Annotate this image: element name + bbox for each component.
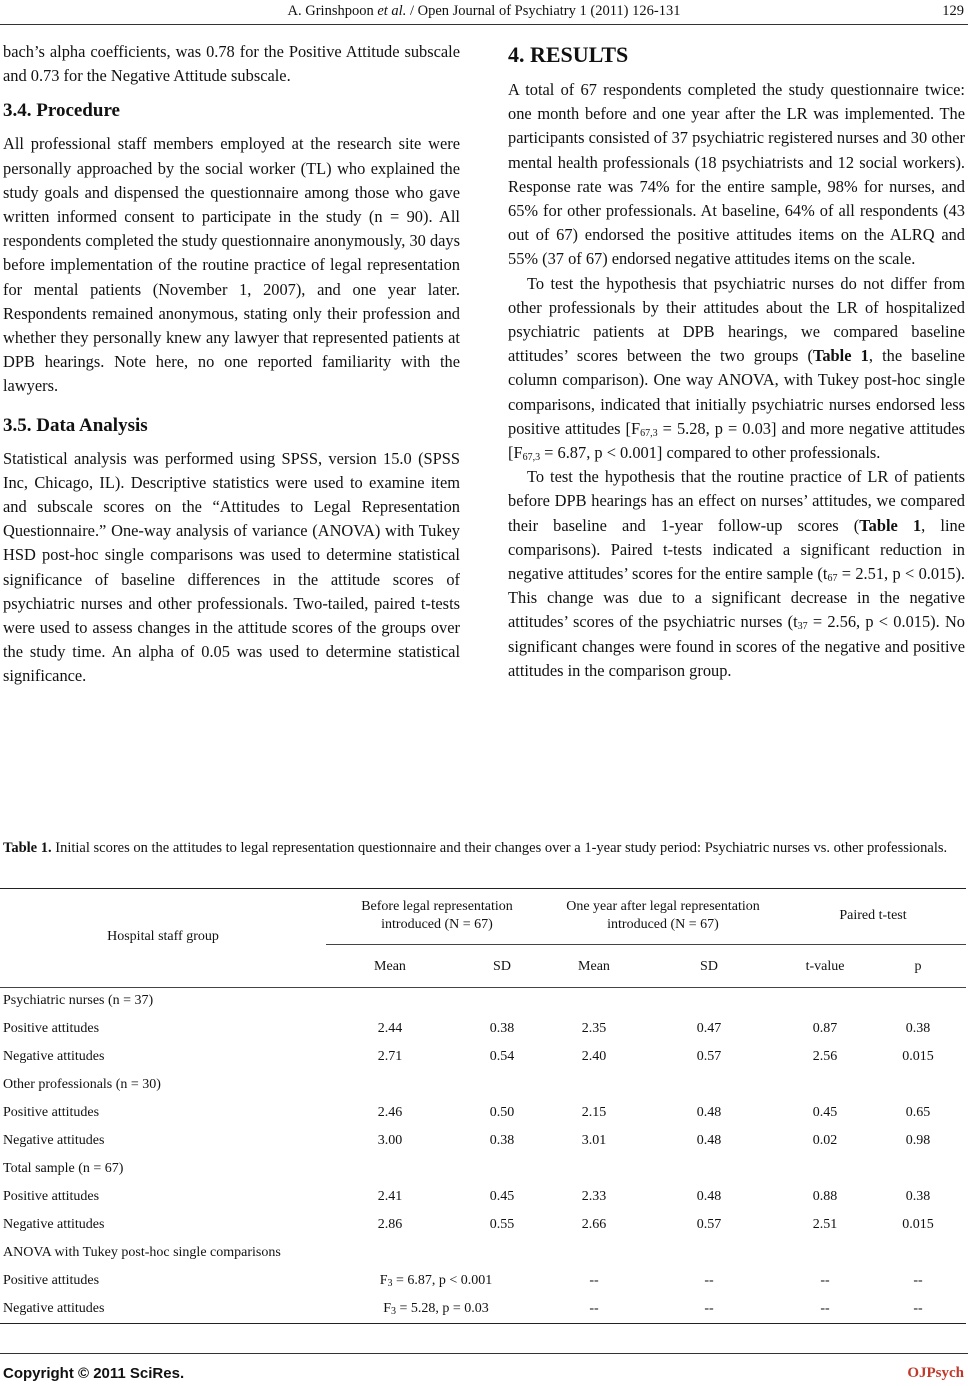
table-row [0, 1160, 966, 1188]
cell-t-value: 2.51 [812, 1217, 838, 1232]
heading-results: 4. RESULTS [508, 42, 629, 67]
row-label: Other professionals (n = 30) [3, 1077, 161, 1092]
cell-mean-after: -- [589, 1301, 599, 1316]
header-sd-after: SD [700, 959, 718, 974]
cell-sd-after: 0.48 [696, 1189, 722, 1204]
cell-t-value: 0.88 [812, 1189, 838, 1204]
header-divider [0, 24, 968, 25]
cell-sd-before: 0.50 [489, 1105, 515, 1120]
running-head [0, 0, 968, 22]
table-bottom-rule [0, 1323, 966, 1324]
cell-t-value: -- [820, 1301, 830, 1316]
table-row [0, 1244, 966, 1272]
cell-mean-before: 2.41 [377, 1189, 403, 1204]
cell-p: 0.65 [905, 1105, 931, 1120]
table-row [0, 1048, 966, 1076]
table-reference[interactable]: Table 1 [812, 346, 869, 366]
cell-p: -- [913, 1273, 923, 1288]
cell-mean-after: 2.33 [581, 1189, 607, 1204]
running-head-etal: et al. [377, 3, 407, 19]
table-row [0, 1132, 966, 1160]
heading-procedure: 3.4. Procedure [3, 100, 120, 122]
cell-mean-after: -- [589, 1273, 599, 1288]
cell-sd-after: 0.47 [696, 1021, 722, 1036]
cell-p: 0.98 [905, 1133, 931, 1148]
table-row [0, 1076, 966, 1104]
cell-mean-after: 2.40 [581, 1049, 607, 1064]
cell-mean-before: 2.44 [377, 1021, 403, 1036]
header-mean-after: Mean [578, 959, 610, 974]
cell-p: 0.015 [902, 1049, 934, 1064]
header-t-value: t-value [805, 959, 845, 974]
paragraph-results-baseline: To test the hypothesis that psychiatric nurses do not differ from other professionals by their attitudes about the LR of hospitalized psychiatric patients at DPB hearings, we compared baseline attitudes’ scores between the two groups (Table 1, the baseline column comparison). One way ANOVA, with Tukey post-hoc single comparisons, indicated that initially psychiatric nurses endorsed less positive attitudes [$F_{67,3} = 5.28$, p = 0.03] and more negative attitudes [$F_{67,3} = 6.87$, p < 0.001] compared to other professionals. [508, 273, 965, 464]
running-head-title [0, 0, 968, 22]
table-row [0, 1020, 966, 1048]
cell-mean-after: 2.35 [581, 1021, 607, 1036]
header-hospital-staff-group: Hospital staff group [107, 929, 219, 944]
cell-sd-after: 0.57 [696, 1217, 722, 1232]
header-sd-before: SD [493, 959, 511, 974]
table-caption-label: Table 1. [3, 840, 52, 856]
cell-sd-after: 0.57 [696, 1049, 722, 1064]
footer-divider [0, 1353, 968, 1354]
row-label: Positive attitudes [3, 1105, 100, 1120]
cell-sd-before: 0.45 [489, 1189, 515, 1204]
cell-sd-after: -- [704, 1301, 714, 1316]
table-top-rule [0, 888, 966, 889]
cell-mean-after: 2.15 [581, 1105, 607, 1120]
copyright-notice: Copyright © 2011 SciRes. [3, 1365, 185, 1382]
cell-mean-after: 2.66 [581, 1217, 607, 1232]
cell-p: -- [913, 1301, 923, 1316]
table-row [0, 1188, 966, 1216]
table-reference[interactable]: Table 1 [859, 515, 922, 535]
table-caption-text: Initial scores on the attitudes to legal representation questionnaire and their changes over a 1-year study period: Psychiatric nurses vs. other professionals. [51, 840, 948, 856]
table-row [0, 1104, 966, 1132]
cell-t-value: -- [820, 1273, 830, 1288]
cell-t-value: 0.87 [812, 1021, 838, 1036]
cell-sd-after: 0.48 [696, 1133, 722, 1148]
row-label: Negative attitudes [3, 1301, 105, 1316]
table-caption [3, 838, 965, 858]
cell-p: 0.015 [902, 1217, 934, 1232]
table-row [0, 1272, 966, 1300]
row-label: Negative attitudes [3, 1133, 105, 1148]
cell-mean-before: 2.86 [377, 1217, 403, 1232]
header-bottom-rule [0, 987, 966, 988]
cell-p: 0.38 [905, 1189, 931, 1204]
cell-mean-after: 3.01 [581, 1133, 607, 1148]
paragraph-results-sample: A total of 67 respondents completed the study questionnaire twice: one month before and one year after the LR was implemented. The participants consisted of 37 psychiatric registered nurses and 30 other mental health professionals (18 psychiatrists and 12 social workers). Response rate was 74% for the entire sample, 98% for nurses, and 65% for other professionals. At baseline, 64% of all respondents (43 out of 67) endorsed the positive attitudes items on the ALRQ and 55% (37 of 67) endorsed negative attitudes items on the scale. [508, 80, 965, 269]
left-column [3, 40, 460, 689]
row-label: Negative attitudes [3, 1049, 105, 1064]
cell-sd-before: 0.38 [489, 1021, 515, 1036]
cell-mean-before: 2.71 [377, 1049, 403, 1064]
header-mid-rule [326, 944, 966, 945]
cell-sd-before: 0.38 [489, 1133, 515, 1148]
row-label: ANOVA with Tukey post-hoc single comparisons [3, 1245, 281, 1260]
cell-t-value: 2.56 [812, 1049, 838, 1064]
running-head-author: A. Grinshpoon [287, 3, 374, 19]
table-row [0, 1216, 966, 1244]
row-label: Psychiatric nurses (n = 37) [3, 993, 154, 1008]
cell-anova-statistic: $F_3 = 6.87$, p < 0.001 [379, 1273, 493, 1289]
cell-t-value: 0.45 [812, 1105, 838, 1120]
cell-sd-before: 0.55 [489, 1217, 515, 1232]
table-row [0, 992, 966, 1020]
header-before: Before legal representation introduced (N = 67) [361, 899, 513, 932]
cell-sd-after: 0.48 [696, 1105, 722, 1120]
heading-data-analysis: 3.5. Data Analysis [3, 414, 148, 436]
row-label: Positive attitudes [3, 1273, 100, 1288]
paragraph-alpha: bach’s alpha coefficients, was 0.78 for the Positive Attitude subscale and 0.73 for the Negative Attitude subscale. [3, 42, 460, 86]
row-label: Negative attitudes [3, 1217, 105, 1232]
row-label: Total sample (n = 67) [3, 1161, 124, 1176]
journal-abbreviation[interactable]: OJPsych [907, 1365, 964, 1381]
row-label: Positive attitudes [3, 1189, 100, 1204]
right-column [508, 40, 965, 683]
cell-mean-before: 2.46 [377, 1105, 403, 1120]
running-head-journal: / Open Journal of Psychiatry 1 (2011) 126-131 [409, 3, 681, 19]
header-after: One year after legal representation introduced (N = 67) [566, 899, 760, 932]
paragraph-data-analysis: Statistical analysis was performed using SPSS, version 15.0 (SPSS Inc, Chicago, IL). Descriptive statistics were used to examine item and subscale scores on the “Attitudes to Legal Representation Questionnaire.” One-way analysis of variance (ANOVA) with Tukey HSD post-hoc single comparisons was used to determine statistical significance of baseline differences in the attitude scores of psychiatric nurses and other professionals. Two-tailed, paired t-tests were used to assess changes in the attitude scores of the groups over the study time. An alpha of 0.05 was used to determine statistical significance. [3, 448, 460, 686]
cell-t-value: 0.02 [812, 1133, 838, 1148]
cell-p: 0.38 [905, 1021, 931, 1036]
header-mean-before: Mean [374, 959, 406, 974]
cell-sd-before: 0.54 [489, 1049, 515, 1064]
cell-anova-statistic: $F_3 = 5.28$, p = 0.03 [383, 1301, 489, 1317]
paragraph-procedure: All professional staff members employed at the research site were personally approached by the social worker (TL) who explained the study goals and dispensed the questionnaire among those who gave written informed consent to participate in the study (n = 90). All respondents completed the study questionnaire anonymously, 30 days before implementation of the routine practice of legal representation for mental patients (November 1, 2007), and one year later. Respondents remained anonymous, stating only their profession and whether they personally knew any lawyer that represented patients at DPB hearings. Note here, no one reported familiarity with the lawyers. [3, 134, 460, 396]
page-number: 129 [942, 3, 964, 19]
cell-mean-before: 3.00 [377, 1133, 403, 1148]
header-p: p [914, 959, 922, 974]
header-paired-t-test: Paired t-test [839, 908, 907, 923]
cell-sd-after: -- [704, 1273, 714, 1288]
paragraph-results-followup: To test the hypothesis that the routine practice of LR of patients before DPB hearings has an effect on nurses’ attitudes, we compared their baseline and 1-year follow-up scores (Table 1, line comparisons). Paired t-tests indicated a significant reduction in negative attitudes’ scores for the entire sample ($t_{67} = 2.51$, p < 0.015). This change was due to a significant decrease in the negative attitudes’ scores of the psychiatric nurses ($t_{37} = 2.56$, p < 0.015). No significant changes were found in scores of the negative and positive attitudes in the comparison group. [508, 467, 965, 680]
row-label: Positive attitudes [3, 1021, 100, 1036]
